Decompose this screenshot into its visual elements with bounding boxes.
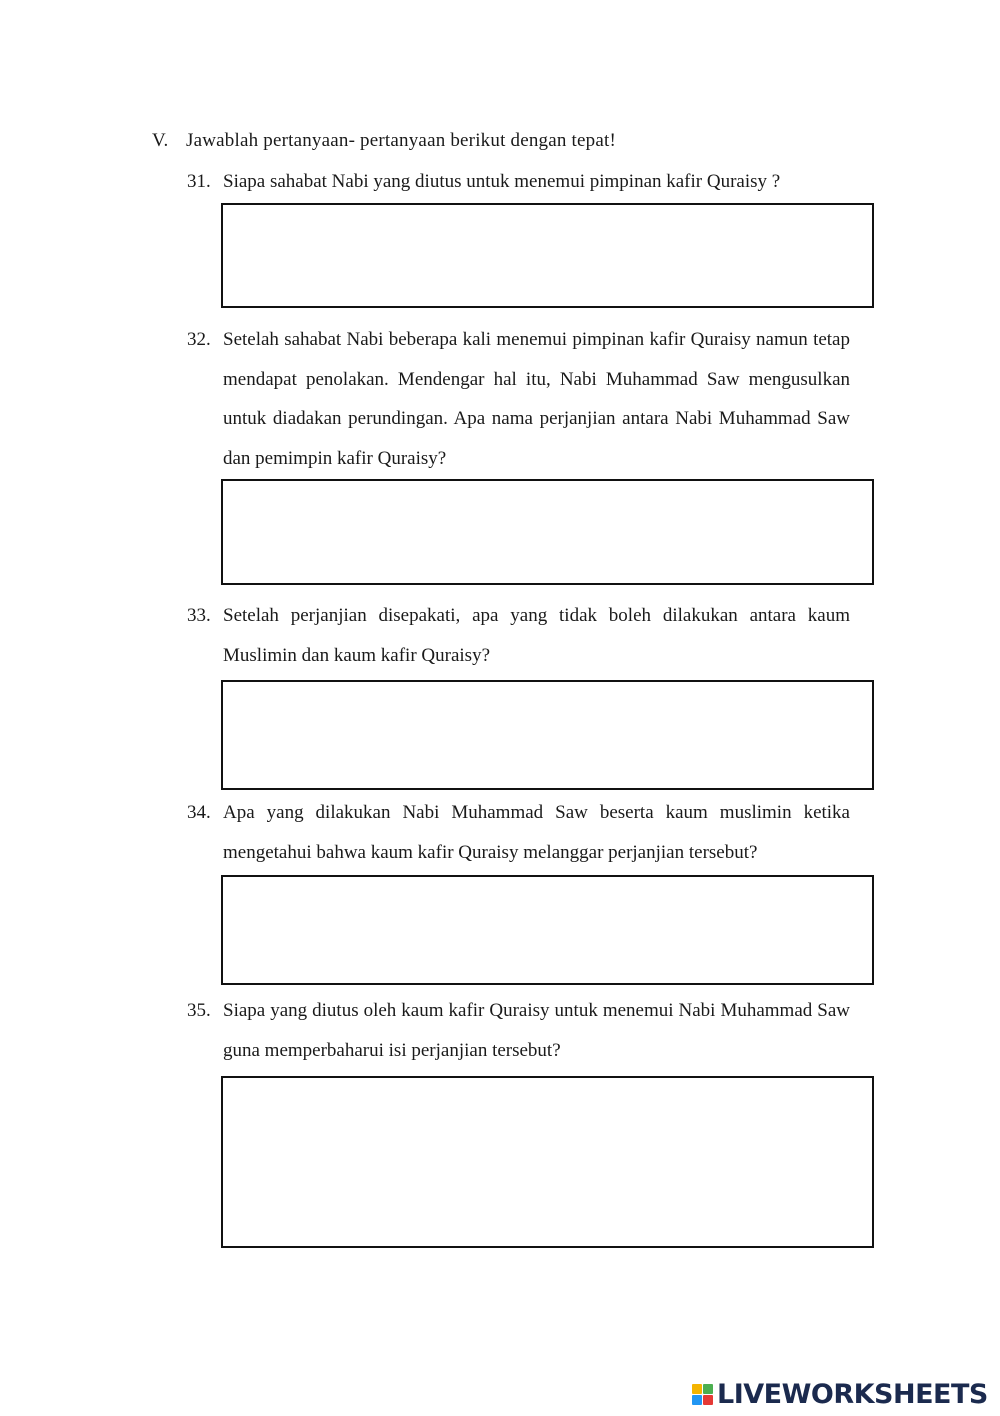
icon-tile [692, 1384, 702, 1394]
question-text: Siapa yang diutus oleh kaum kafir Quraisy untuk menemui Nabi Muhammad Saw guna memperbaharui isi perjanjian tersebut? [223, 1000, 850, 1061]
question-number: 33. [187, 605, 211, 626]
liveworksheets-icon [692, 1384, 713, 1405]
question-number: 32. [187, 329, 211, 350]
question-35 [187, 991, 850, 1070]
question-33 [187, 596, 850, 675]
icon-tile [703, 1395, 713, 1405]
question-text: Apa yang dilakukan Nabi Muhammad Saw beserta kaum muslimin ketika mengetahui bahwa kaum kafir Quraisy melanggar perjanjian tersebut? [223, 802, 850, 863]
question-number: 31. [187, 171, 211, 192]
brand-text: LIVEWORKSHEETS [717, 1378, 988, 1410]
answer-box-32[interactable] [221, 479, 874, 585]
section-heading [152, 130, 616, 152]
question-text: Setelah sahabat Nabi beberapa kali menemui pimpinan kafir Quraisy namun tetap mendapat penolakan. Mendengar hal itu, Nabi Muhammad Saw mengusulkan untuk diadakan perundingan. Apa nama perjanjian antara Nabi Muhammad Saw dan pemimpin kafir Quraisy? [223, 329, 850, 469]
answer-box-31[interactable] [221, 203, 874, 308]
icon-tile [703, 1384, 713, 1394]
question-number: 34. [187, 802, 211, 823]
question-34 [187, 793, 850, 872]
liveworksheets-logo [692, 1374, 988, 1414]
question-31 [187, 162, 850, 202]
question-text: Setelah perjanjian disepakati, apa yang tidak boleh dilakukan antara kaum Muslimin dan kaum kafir Quraisy? [223, 605, 850, 666]
section-instruction: Jawablah pertanyaan- pertanyaan berikut dengan tepat! [186, 130, 616, 151]
question-number: 35. [187, 1000, 211, 1021]
question-32 [187, 320, 850, 478]
answer-box-34[interactable] [221, 875, 874, 985]
question-text: Siapa sahabat Nabi yang diutus untuk menemui pimpinan kafir Quraisy ? [223, 171, 781, 192]
answer-box-35[interactable] [221, 1076, 874, 1248]
section-number: V. [152, 130, 169, 151]
icon-tile [692, 1395, 702, 1405]
answer-box-33[interactable] [221, 680, 874, 790]
